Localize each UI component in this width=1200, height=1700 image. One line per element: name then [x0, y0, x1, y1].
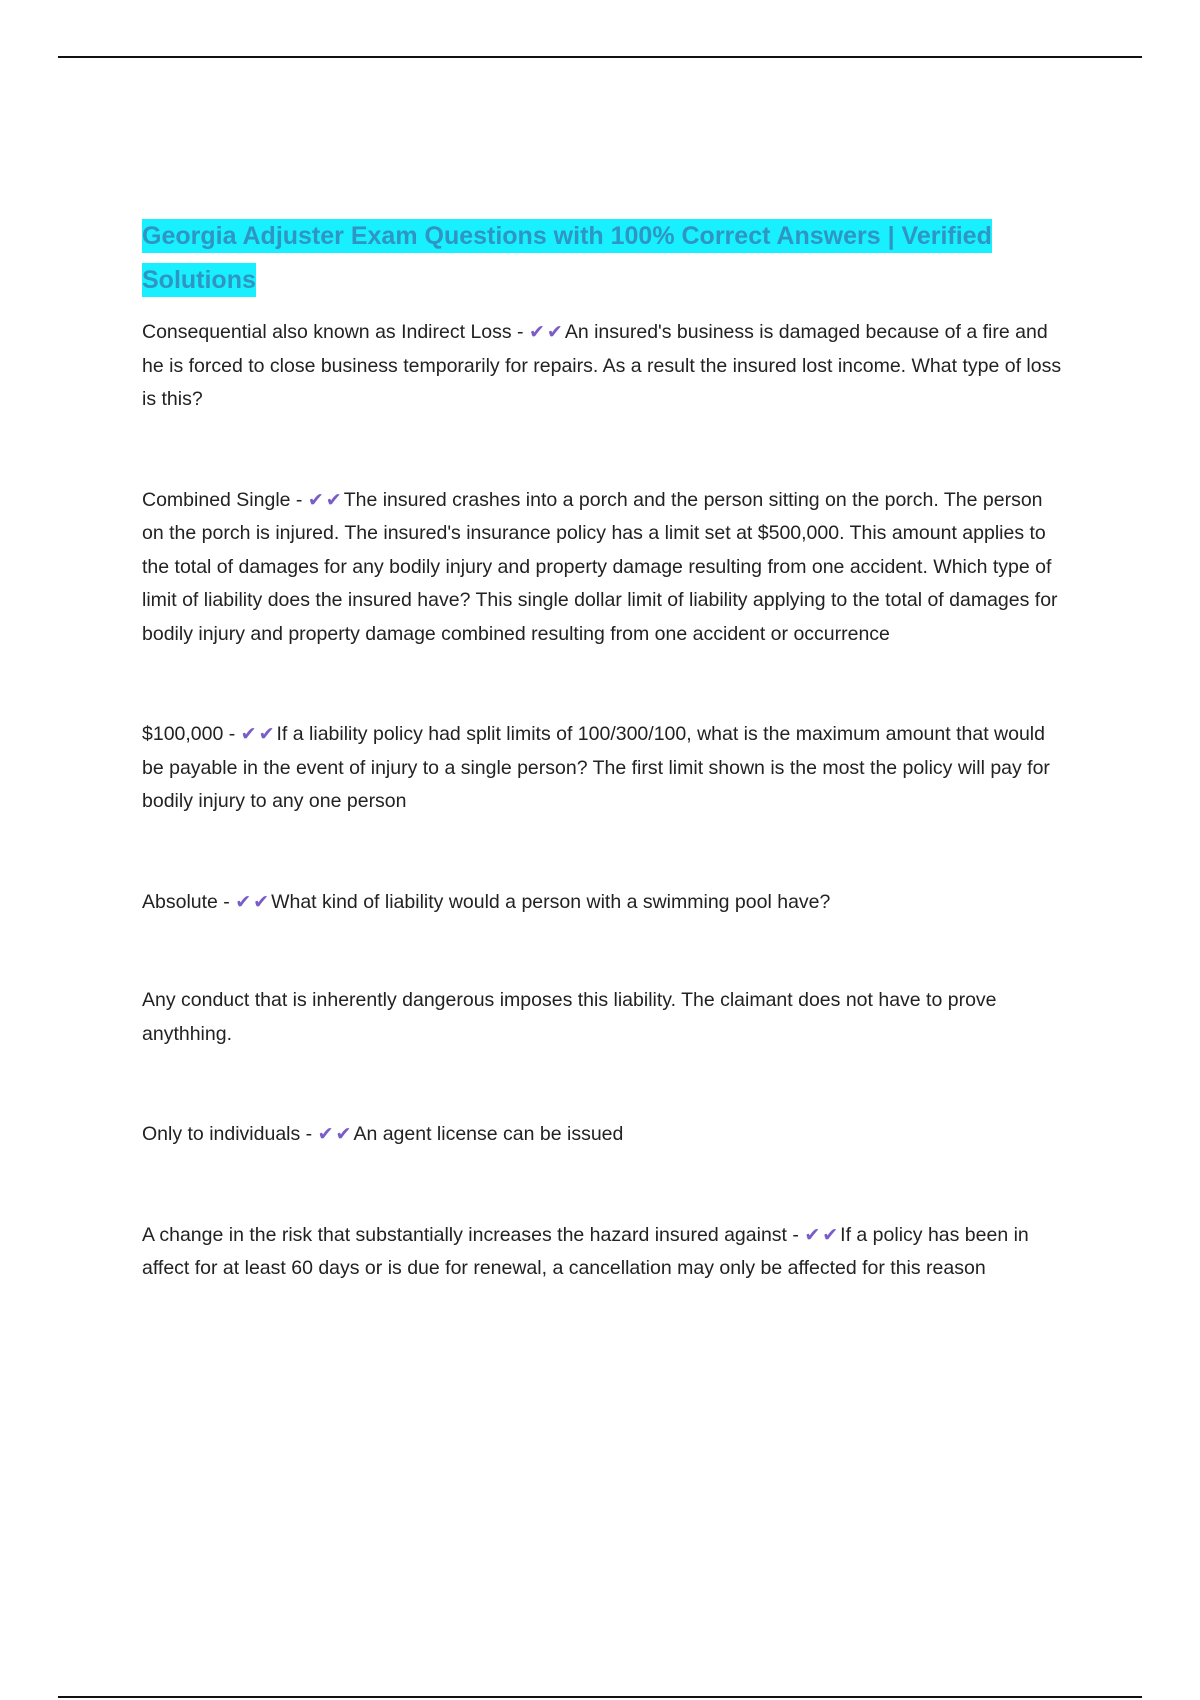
qa-text: The insured crashes into a porch and the person sitting on the porch. The person on the porch is injured. The insured's insurance policy has a limit set at $500,000. This amount applies to the total of damages for any bodily injury and property damage resulting from one accident. Which type of limit of liability does the insured have? This single dollar limit of liability applying to the total of damages for bodily injury and property damage combined resulting from one accident or occurrence — [142, 488, 1058, 645]
top-rule — [58, 56, 1142, 58]
qa-term: Consequential also known as Indirect Loss - — [142, 321, 524, 343]
qa-term: Absolute - — [142, 890, 230, 913]
qa-text: An insured's business is damaged because of a fire and he is forced to close business temporarily for repairs. As a result the insured lost income. What type of loss is this? — [142, 321, 1062, 410]
check-icon: ✔ — [546, 321, 563, 343]
qa-note — [142, 984, 1067, 1051]
check-icon: ✔ — [235, 890, 252, 913]
qa-entry — [142, 484, 1067, 652]
qa-entry — [142, 1118, 1067, 1152]
document-title — [142, 214, 1067, 302]
check-icon: ✔ — [240, 723, 257, 745]
qa-term: $100,000 - — [142, 723, 236, 745]
check-icon: ✔ — [317, 1123, 334, 1145]
qa-term: Combined Single - — [142, 488, 303, 511]
check-icon: ✔ — [325, 488, 342, 511]
check-icon: ✔ — [528, 321, 545, 343]
check-icon: ✔ — [822, 1223, 839, 1246]
check-icon: ✔ — [335, 1123, 352, 1145]
document-body — [142, 214, 1067, 1286]
qa-term: A change in the risk that substantially increases the hazard insured against - — [142, 1223, 799, 1246]
qa-term: Only to individuals - — [142, 1123, 313, 1145]
title-highlight: Georgia Adjuster Exam Questions with 100% Correct Answers | Verified Solutions — [142, 219, 992, 297]
qa-entry — [142, 1219, 1067, 1286]
qa-entry — [142, 316, 1067, 417]
qa-text: Any conduct that is inherently dangerous imposes this liability. The claimant does not have to prove anythhing. — [142, 989, 997, 1045]
check-icon: ✔ — [253, 890, 270, 913]
qa-text: If a liability policy had split limits of 100/300/100, what is the maximum amount that would be payable in the event of injury to a single person? The first limit shown is the most the policy will pay for bodily injury to any one person — [142, 723, 1050, 812]
qa-text: An agent license can be issued — [353, 1123, 624, 1145]
qa-entry — [142, 886, 1067, 920]
check-icon: ✔ — [307, 488, 324, 511]
qa-text: If a policy has been in affect for at least 60 days or is due for renewal, a cancellation may only be affected for this reason — [142, 1223, 1029, 1279]
qa-entry — [142, 718, 1067, 819]
check-icon: ✔ — [258, 723, 275, 745]
qa-text: What kind of liability would a person with a swimming pool have? — [271, 890, 831, 913]
check-icon: ✔ — [804, 1223, 821, 1246]
bottom-rule — [58, 1696, 1142, 1698]
